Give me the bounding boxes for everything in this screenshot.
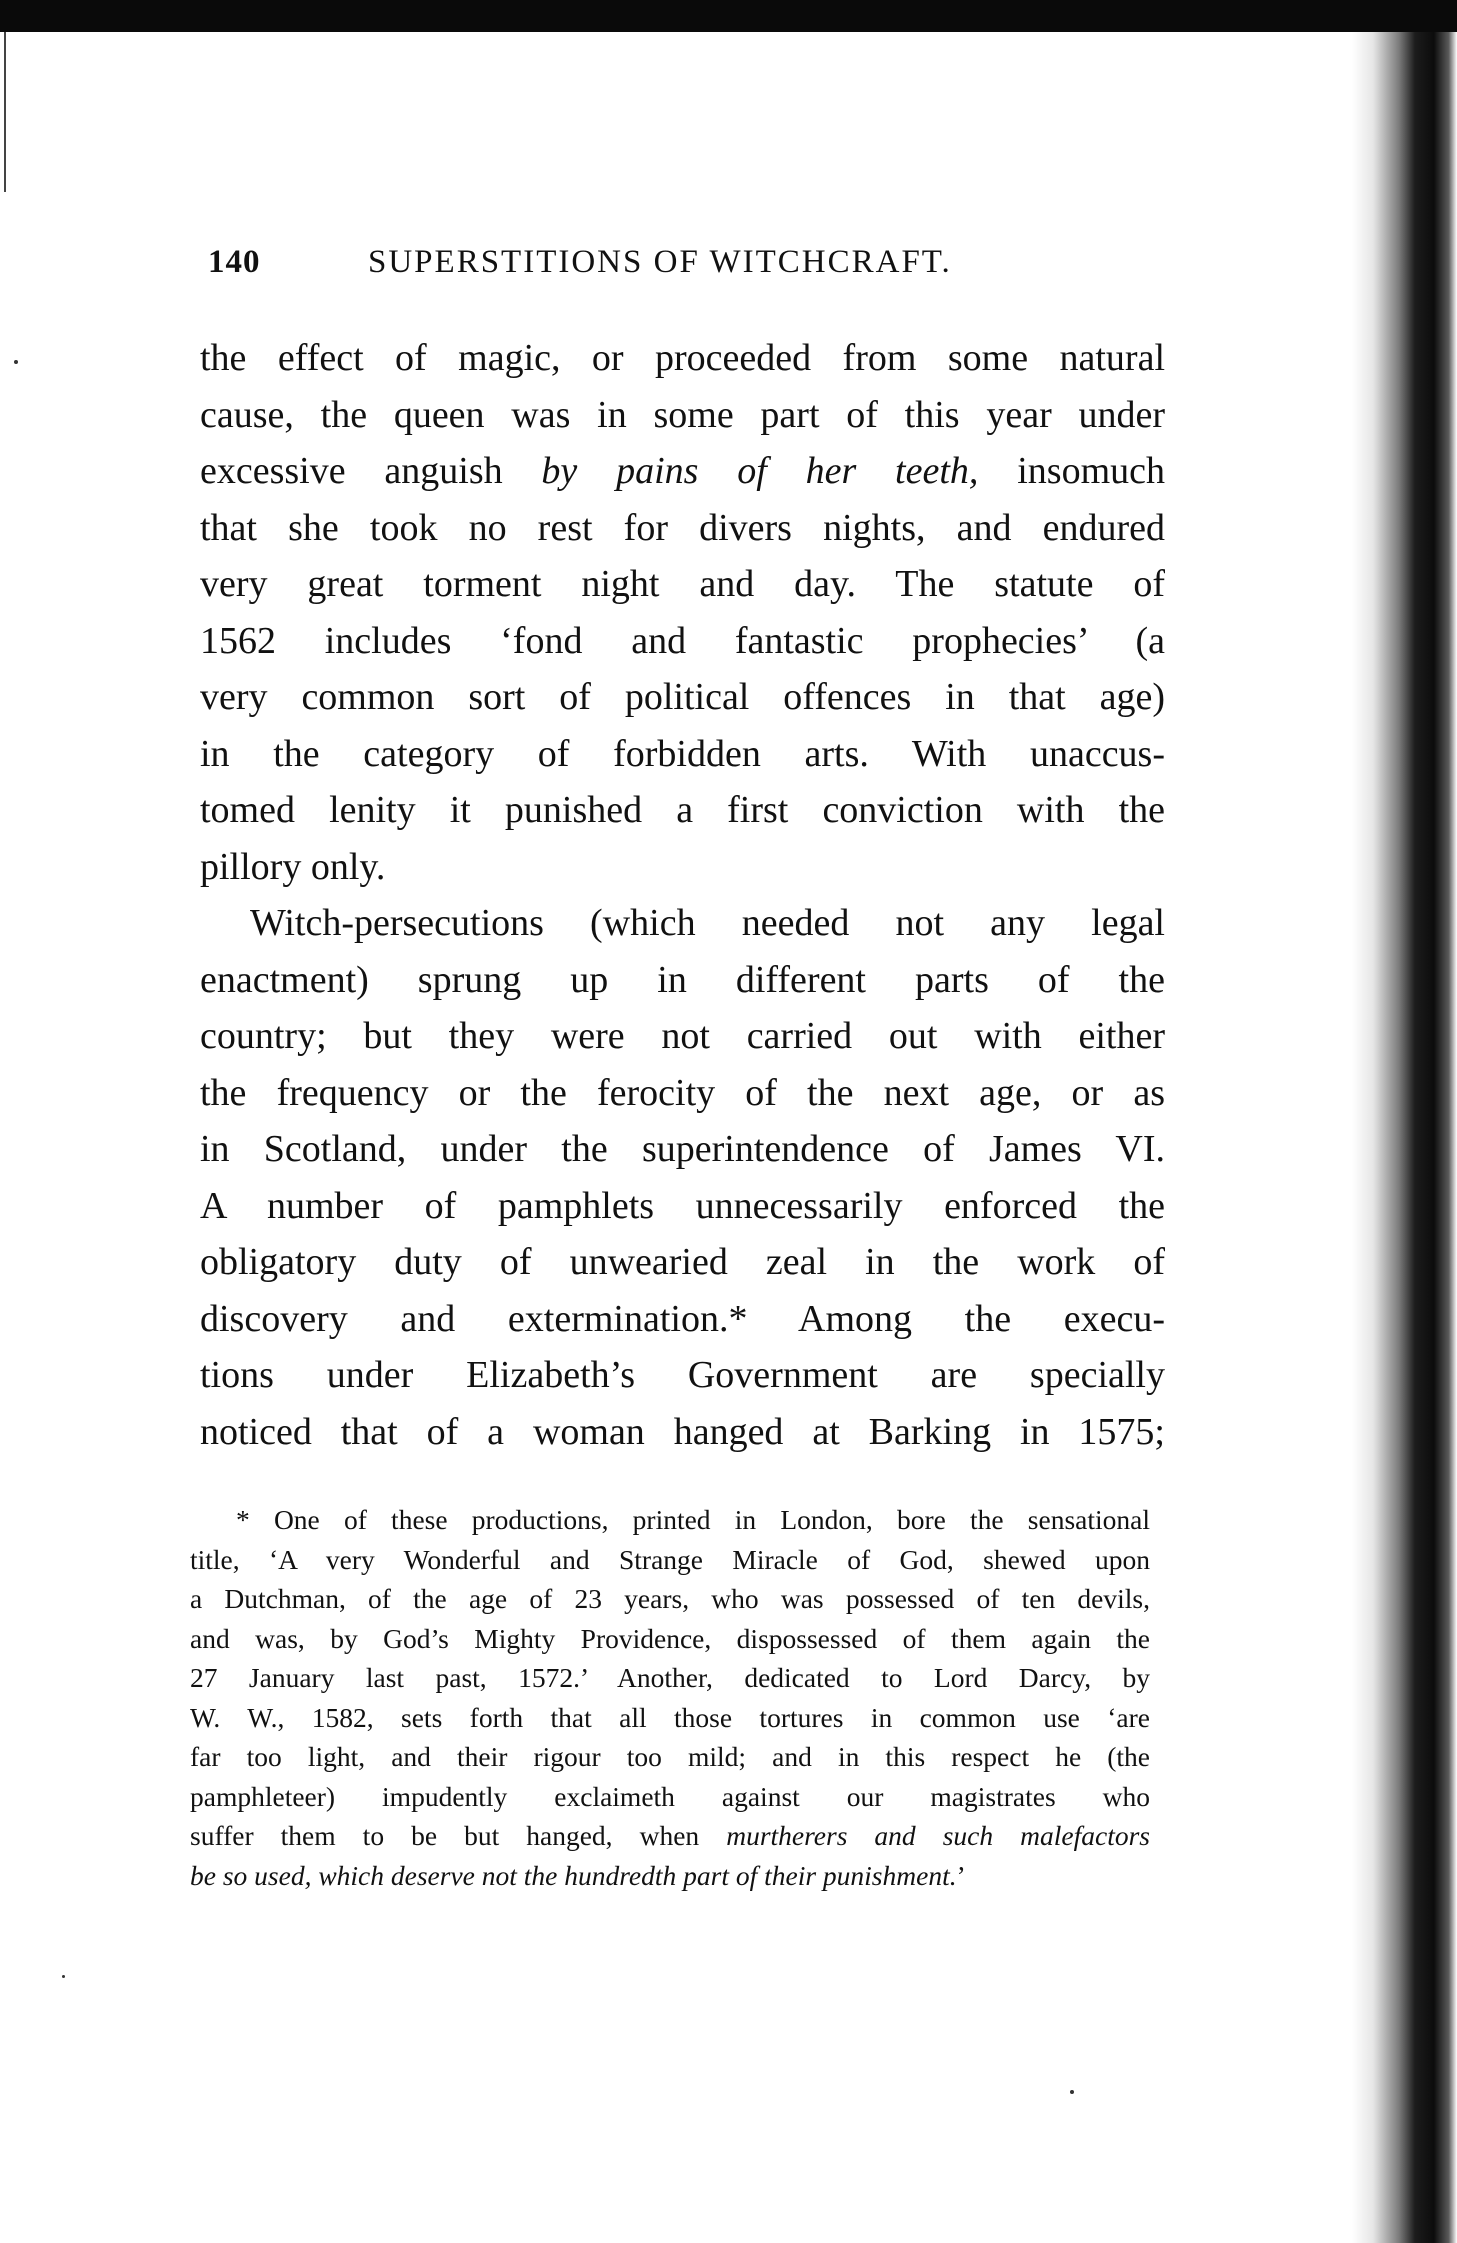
text-line: A number of pamphlets unnecessarily enforced the bbox=[200, 1184, 1165, 1227]
scan-left-line bbox=[4, 32, 6, 192]
footnote-line: title, ‘A very Wonderful and Strange Miracle of God, shewed upon bbox=[190, 1543, 1150, 1575]
footnote-line: * One of these productions, printed in London, bore the sensational bbox=[236, 1504, 1150, 1535]
scan-speck bbox=[62, 1975, 65, 1978]
text-line: country; but they were not carried out with either bbox=[200, 1015, 1165, 1057]
text-line: noticed that of a woman hanged at Barking in 1575; bbox=[200, 1410, 1165, 1453]
running-head bbox=[208, 236, 1208, 286]
text-line: tomed lenity it punished a first conviction with the bbox=[200, 789, 1165, 831]
scan-top-edge bbox=[0, 0, 1457, 32]
text-line: Witch-persecutions (which needed not any legal bbox=[250, 902, 1165, 944]
text-line: in Scotland, under the superintendence of James VI. bbox=[200, 1128, 1165, 1170]
footnote-line: pamphleteer) impudently exclaimeth against our magistrates who bbox=[190, 1780, 1150, 1812]
running-title: SUPERSTITIONS OF WITCHCRAFT. bbox=[368, 244, 952, 280]
footnote-line: be so used, which deserve not the hundredth part of their punishment.’ bbox=[190, 1859, 966, 1891]
text-line: very great torment night and day. The statute of bbox=[200, 563, 1165, 605]
footnote-line: suffer them to be but hanged, when murtherers and such malefactors bbox=[190, 1820, 1150, 1851]
scan-speck bbox=[1070, 2090, 1074, 2094]
text-line: in the category of forbidden arts. With unaccus- bbox=[200, 732, 1165, 775]
footnote bbox=[190, 1500, 1150, 1895]
text-line: tions under Elizabeth’s Government are specially bbox=[200, 1354, 1165, 1396]
text-line: enactment) sprung up in different parts of the bbox=[200, 958, 1165, 1001]
scan-speck bbox=[14, 360, 18, 364]
scan-binding-edge bbox=[1352, 32, 1457, 2243]
text-line: 1562 includes ‘fond and fantastic prophecies’ (a bbox=[200, 619, 1165, 662]
footnote-line: 27 January last past, 1572.’ Another, dedicated to Lord Darcy, by bbox=[190, 1662, 1150, 1693]
text-line: very common sort of political offences in that age) bbox=[200, 676, 1165, 718]
text-line: pillory only. bbox=[200, 845, 386, 888]
footnote-line: W. W., 1582, sets forth that all those tortures in common use ‘are bbox=[190, 1701, 1150, 1733]
footnote-line: far too light, and their rigour too mild; and in this respect he (the bbox=[190, 1741, 1150, 1772]
page-number: 140 bbox=[208, 244, 261, 280]
footnote-line: a Dutchman, of the age of 23 years, who was possessed of ten devils, bbox=[190, 1583, 1150, 1614]
text-line: the effect of magic, or proceeded from some natural bbox=[200, 337, 1165, 379]
footnote-line: and was, by God’s Mighty Providence, dispossessed of them again the bbox=[190, 1622, 1150, 1654]
text-line: excessive anguish by pains of her teeth, insomuch bbox=[200, 450, 1165, 492]
text-line: discovery and extermination.* Among the execu- bbox=[200, 1297, 1165, 1340]
text-line: obligatory duty of unwearied zeal in the work of bbox=[200, 1241, 1165, 1283]
text-line: cause, the queen was in some part of this year under bbox=[200, 393, 1165, 436]
text-line: the frequency or the ferocity of the next age, or as bbox=[200, 1071, 1165, 1114]
body-text bbox=[200, 330, 1165, 1460]
text-line: that she took no rest for divers nights, and endured bbox=[200, 506, 1165, 549]
